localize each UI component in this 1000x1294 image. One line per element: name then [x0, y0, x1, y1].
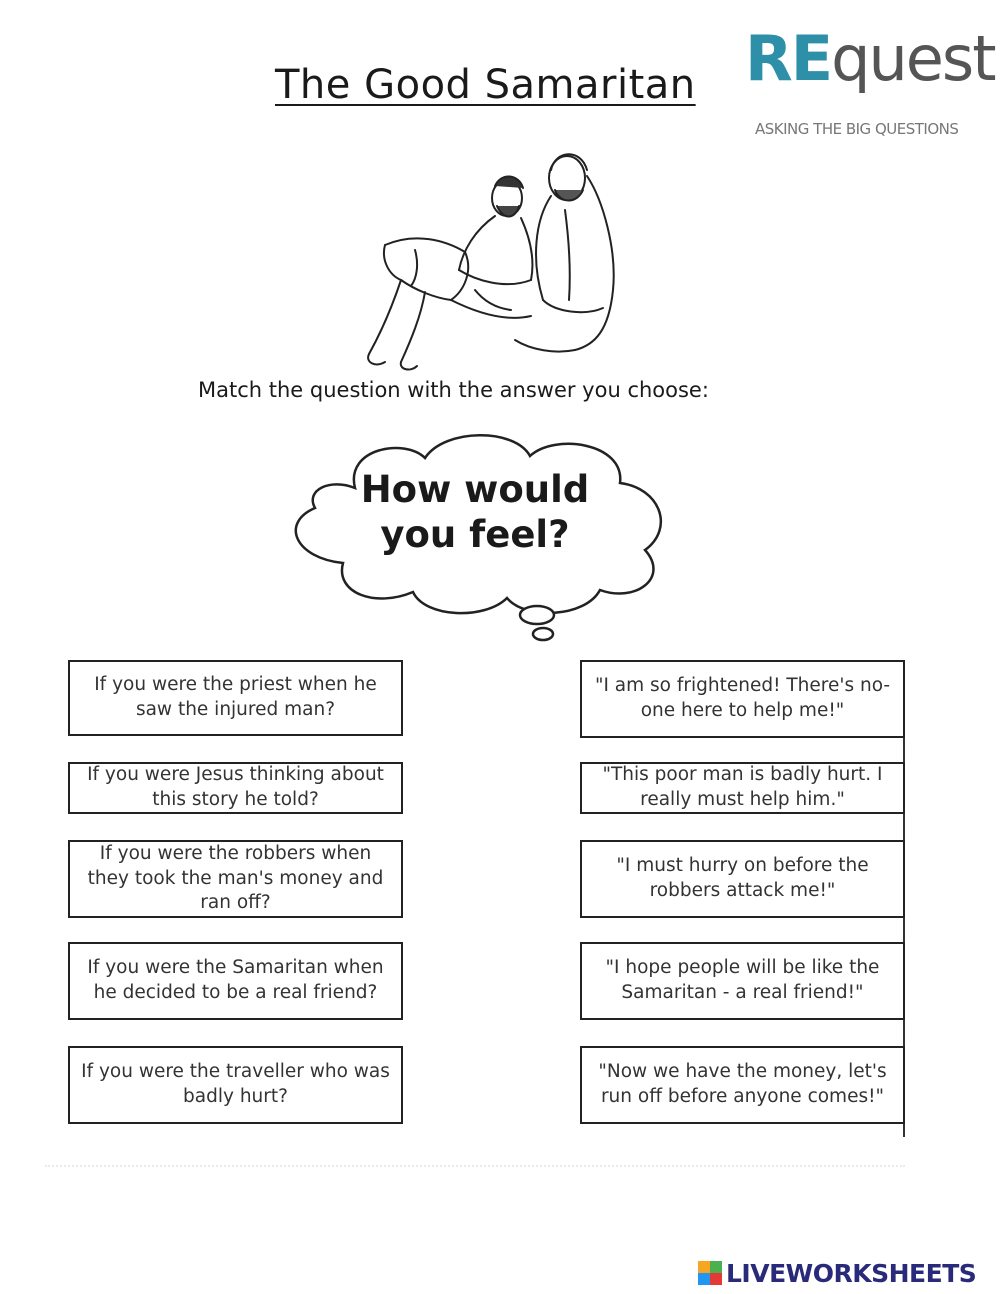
liveworksheets-icon: [698, 1261, 722, 1285]
question-box[interactable]: If you were the robbers when they took the man's money and ran off?: [68, 840, 403, 918]
thought-line-1: How would: [360, 468, 590, 511]
liveworksheets-watermark: [698, 1260, 976, 1286]
answer-box[interactable]: "This poor man is badly hurt. I really must help him.": [580, 762, 905, 814]
logo-brand: RE: [745, 22, 832, 95]
page-title: The Good Samaritan: [275, 62, 696, 108]
question-box[interactable]: If you were the priest when he saw the injured man?: [68, 660, 403, 736]
logo-tagline: ASKING THE BIG QUESTIONS: [755, 120, 959, 138]
question-box[interactable]: If you were the Samaritan when he decided to be a real friend?: [68, 942, 403, 1020]
answer-box[interactable]: "I hope people will be like the Samaritan - a real friend!": [580, 942, 905, 1020]
question-box[interactable]: If you were the traveller who was badly hurt?: [68, 1046, 403, 1124]
answer-box[interactable]: "Now we have the money, let's run off before anyone comes!": [580, 1046, 905, 1124]
answer-box[interactable]: "I must hurry on before the robbers attack me!": [580, 840, 905, 918]
logo-rest: quest: [831, 22, 995, 95]
request-logo: [745, 22, 995, 148]
faint-divider: [45, 1165, 905, 1171]
answer-box[interactable]: "I am so frightened! There's no-one here to help me!": [580, 660, 905, 738]
samaritan-illustration: [355, 140, 645, 375]
question-box[interactable]: If you were Jesus thinking about this story he told?: [68, 762, 403, 814]
thought-line-2: you feel?: [380, 513, 570, 557]
thought-bubble-text: [330, 467, 620, 557]
watermark-text: LIVEWORKSHEETS: [726, 1258, 977, 1288]
instruction-text: Match the question with the answer you choose:: [198, 378, 709, 402]
